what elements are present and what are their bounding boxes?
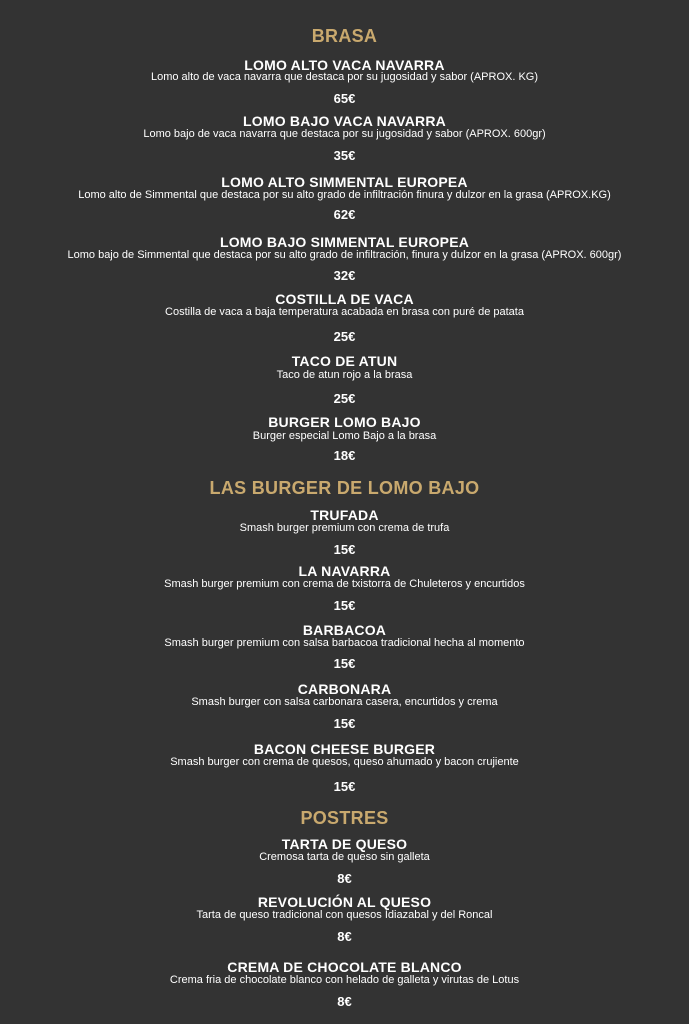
item-description: Tarta de queso tradicional con quesos Idiazabal y del Roncal [196,909,493,921]
item-price: 15€ [333,656,356,671]
item-description: Taco de atun rojo a la brasa [276,369,413,381]
item-description: Smash burger premium con salsa barbacoa tradicional hecha al momento [164,637,525,649]
item-description: Crema fria de chocolate blanco con helado de galleta y virutas de Lotus [169,974,520,986]
item-price: 62€ [333,207,356,222]
item-name: LOMO BAJO VACA NAVARRA [243,113,446,129]
item-price: 15€ [333,542,356,557]
item-name: BURGER LOMO BAJO [268,414,421,430]
item-name: LA NAVARRA [298,563,391,579]
item-name: TACO DE ATUN [291,353,398,369]
item-price: 15€ [333,779,356,794]
item-description: Costilla de vaca a baja temperatura acabada en brasa con puré de patata [165,306,524,318]
item-price: 25€ [333,329,356,344]
item-description: Lomo alto de vaca navarra que destaca por su jugosidad y sabor (APROX. KG) [150,71,539,83]
section-title-postres: POSTRES [300,808,389,828]
item-price: 15€ [333,598,356,613]
item-name: BACON CHEESE BURGER [253,741,436,757]
item-price: 8€ [337,929,352,944]
item-description: Smash burger con salsa carbonara casera, encurtidos y crema [191,696,498,708]
item-price: 15€ [333,716,356,731]
item-name: BARBACOA [302,622,387,638]
item-name: LOMO ALTO SIMMENTAL EUROPEA [221,174,468,190]
item-description: Smash burger con crema de quesos, queso ahumado y bacon crujiente [170,756,519,768]
item-price: 32€ [333,268,356,283]
item-name: TRUFADA [310,507,379,523]
item-name: REVOLUCIÓN AL QUESO [257,894,432,910]
item-name: LOMO BAJO SIMMENTAL EUROPEA [219,234,470,250]
item-description: Lomo bajo de vaca navarra que destaca por su jugosidad y sabor (APROX. 600gr) [143,128,546,140]
item-price: 35€ [333,148,356,163]
item-name: CREMA DE CHOCOLATE BLANCO [227,959,462,975]
item-price: 8€ [337,994,352,1009]
section-title-burgers: LAS BURGER DE LOMO BAJO [209,478,480,498]
section-title-brasa: BRASA [311,26,378,46]
item-description: Lomo alto de Simmental que destaca por su alto grado de infiltración finura y dulzor en la grasa (APROX.KG) [78,189,611,201]
item-name: COSTILLA DE VACA [275,291,414,307]
item-price: 18€ [333,448,356,463]
item-description: Smash burger premium con crema de trufa [239,522,450,534]
item-price: 8€ [337,871,352,886]
item-price: 25€ [333,391,356,406]
item-description: Smash burger premium con crema de txistorra de Chuleteros y encurtidos [164,578,525,590]
item-description: Burger especial Lomo Bajo a la brasa [252,430,437,442]
item-name: TARTA DE QUESO [281,836,408,852]
item-description: Cremosa tarta de queso sin galleta [259,851,430,863]
item-name: LOMO ALTO VACA NAVARRA [244,57,445,73]
item-name: CARBONARA [297,681,392,697]
item-price: 65€ [333,91,356,106]
item-description: Lomo bajo de Simmental que destaca por su alto grado de infiltración, finura y dulzor en la grasa (APROX. 600gr) [67,249,622,261]
